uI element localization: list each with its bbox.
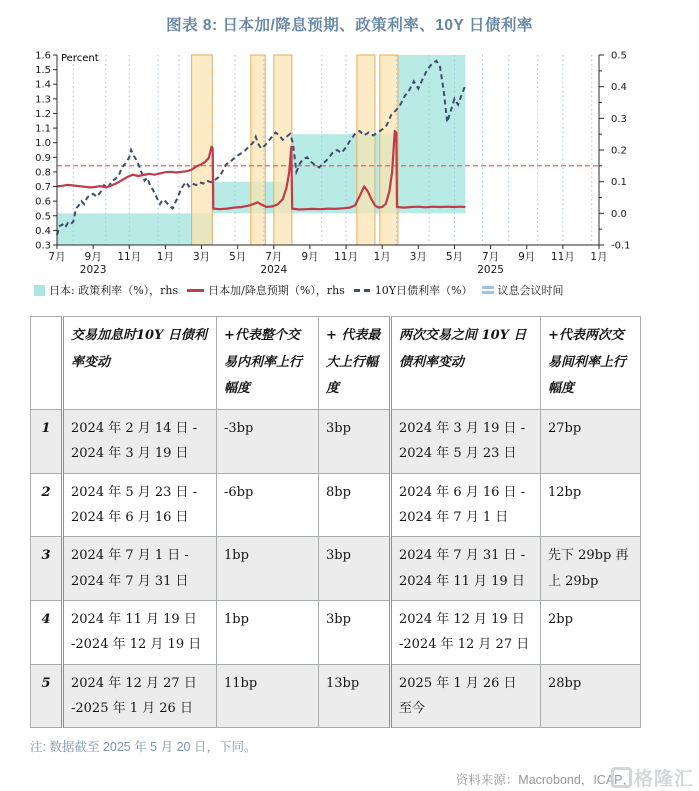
svg-text:0.3: 0.3 (611, 113, 627, 125)
table-cell: 3bp (319, 409, 391, 473)
legend-item-policy-rate (34, 282, 178, 298)
table-cell: 2024 年 7 月 1 日 - 2024 年 7 月 31 日 (63, 537, 217, 601)
svg-text:5月: 5月 (229, 251, 247, 263)
svg-text:-0.1: -0.1 (611, 240, 631, 252)
table-row (31, 473, 641, 537)
svg-text:0.4: 0.4 (35, 225, 51, 237)
svg-text:1.5: 1.5 (35, 65, 51, 77)
teal-band-swatch-icon (34, 285, 45, 296)
table-cell: 11bp (217, 664, 319, 728)
svg-text:Percent: Percent (61, 53, 99, 64)
legend-label: 日本: 政策利率（%），rhs (49, 284, 179, 297)
svg-text:11月: 11月 (334, 251, 359, 263)
svg-text:0.9: 0.9 (35, 152, 51, 164)
watermark-icon (611, 767, 632, 788)
table-cell: 先下 29bp 再上 29bp (541, 537, 641, 601)
svg-text:0.5: 0.5 (611, 50, 627, 62)
svg-text:1.0: 1.0 (35, 138, 51, 150)
table-row (31, 600, 641, 664)
svg-text:3月: 3月 (192, 251, 211, 263)
svg-text:1月: 1月 (156, 251, 174, 263)
red-line-swatch-icon (187, 289, 204, 292)
row-index: 2 (31, 473, 63, 537)
svg-text:0.0: 0.0 (611, 208, 627, 220)
header-max-up: + 代表最大上行幅度 (319, 317, 391, 410)
svg-text:2025: 2025 (477, 264, 504, 276)
table-cell: 2bp (541, 600, 641, 664)
table-cell: 28bp (541, 664, 641, 728)
table-cell: 2025 年 1 月 26 日 至今 (391, 664, 541, 728)
table-cell: 2024 年 6 月 16 日 - 2024 年 7 月 1 日 (391, 473, 541, 537)
table-cell: 1bp (217, 600, 319, 664)
header-between-trades: 两次交易之间 10Y 日债利率变动 (391, 317, 541, 410)
table-row (31, 664, 641, 728)
row-index: 3 (31, 537, 63, 601)
legend-item-meetings (482, 282, 564, 298)
table-cell: 2024 年 2 月 14 日 - 2024 年 3 月 19 日 (63, 409, 217, 473)
svg-text:7月: 7月 (482, 251, 500, 263)
svg-text:2024: 2024 (260, 264, 288, 276)
svg-text:7月: 7月 (48, 251, 66, 263)
table-cell: 3bp (319, 537, 391, 601)
svg-text:1.2: 1.2 (35, 108, 51, 120)
rates-chart (24, 45, 684, 277)
figure-title: 图表 8: 日本加/降息预期、政策利率、10Y 日债利率 (166, 17, 533, 34)
source-row (0, 769, 699, 791)
table-header-row (31, 317, 641, 410)
chart-area (24, 45, 684, 298)
svg-text:2023: 2023 (79, 264, 107, 276)
table-cell: 3bp (319, 600, 391, 664)
header-between-up: +代表两次交易间利率上行幅度 (541, 317, 641, 410)
svg-text:0.4: 0.4 (611, 82, 627, 94)
meeting-marker-icon (482, 286, 494, 294)
svg-text:0.3: 0.3 (35, 240, 51, 252)
navy-dash-swatch-icon (354, 289, 371, 292)
svg-text:9月: 9月 (301, 251, 319, 263)
legend-label: 10Y日债利率（%） (374, 284, 473, 297)
svg-text:7月: 7月 (265, 251, 283, 263)
source-text: 资料来源：Macrobond，ICAP， (455, 773, 635, 788)
table-cell: 2024 年 11 月 19 日 -2024 年 12 月 19 日 (63, 600, 217, 664)
row-index: 1 (31, 409, 63, 473)
header-within-trade: +代表整个交易内利率上行幅度 (217, 317, 319, 410)
table-cell: 2024 年 3 月 19 日 - 2024 年 5 月 23 日 (391, 409, 541, 473)
header-index (31, 317, 63, 410)
svg-text:11月: 11月 (117, 251, 142, 263)
chart-legend (34, 282, 684, 298)
legend-label: 议息会议时间 (497, 284, 564, 297)
table-cell: 2024 年 12 月 27 日 -2025 年 1 月 26 日 (63, 664, 217, 728)
svg-text:9月: 9月 (84, 251, 102, 263)
svg-text:9月: 9月 (518, 251, 536, 263)
svg-text:3月: 3月 (409, 251, 427, 263)
table-cell: 12bp (541, 473, 641, 537)
row-index: 4 (31, 600, 63, 664)
svg-text:0.2: 0.2 (611, 145, 627, 157)
header-trade-change: 交易加息时10Y 日债利率变动 (63, 317, 217, 410)
table-cell: 2024 年 12 月 19 日 -2024 年 12 月 27 日 (391, 600, 541, 664)
table-cell: 1bp (217, 537, 319, 601)
legend-label: 日本加/降息预期（%），rhs (208, 284, 345, 297)
svg-text:0.5: 0.5 (35, 211, 51, 223)
svg-text:0.7: 0.7 (35, 182, 51, 194)
table-cell: 8bp (319, 473, 391, 537)
svg-text:1.6: 1.6 (35, 50, 51, 62)
svg-text:1月: 1月 (373, 251, 391, 263)
table-cell: 27bp (541, 409, 641, 473)
watermark-logo (611, 764, 694, 791)
report-figure (0, 13, 699, 791)
table-cell: 13bp (319, 664, 391, 728)
svg-text:1.1: 1.1 (35, 123, 51, 135)
table-cell: -3bp (217, 409, 319, 473)
svg-text:1月: 1月 (590, 251, 608, 263)
svg-text:5月: 5月 (445, 251, 464, 263)
legend-item-expectation (187, 282, 345, 298)
table-row (31, 537, 641, 601)
row-index: 5 (31, 664, 63, 728)
table-cell: -6bp (217, 473, 319, 537)
table-row (31, 409, 641, 473)
svg-text:0.8: 0.8 (35, 167, 51, 179)
legend-item-10y-yield (354, 282, 473, 298)
svg-text:1.4: 1.4 (35, 79, 51, 91)
svg-text:11月: 11月 (550, 251, 575, 263)
table-cell: 2024 年 7 月 31 日 - 2024 年 11 月 19 日 (391, 537, 541, 601)
table-cell: 2024 年 5 月 23 日 - 2024 年 6 月 16 日 (63, 473, 217, 537)
svg-text:0.1: 0.1 (611, 177, 627, 189)
footnote: 注: 数据截至 2025 年 5 月 20 日，下同。 (30, 740, 257, 755)
watermark-text: 格隆汇 (633, 769, 694, 791)
svg-text:1.3: 1.3 (35, 94, 51, 106)
trades-table (30, 316, 641, 728)
svg-text:0.6: 0.6 (35, 196, 51, 208)
